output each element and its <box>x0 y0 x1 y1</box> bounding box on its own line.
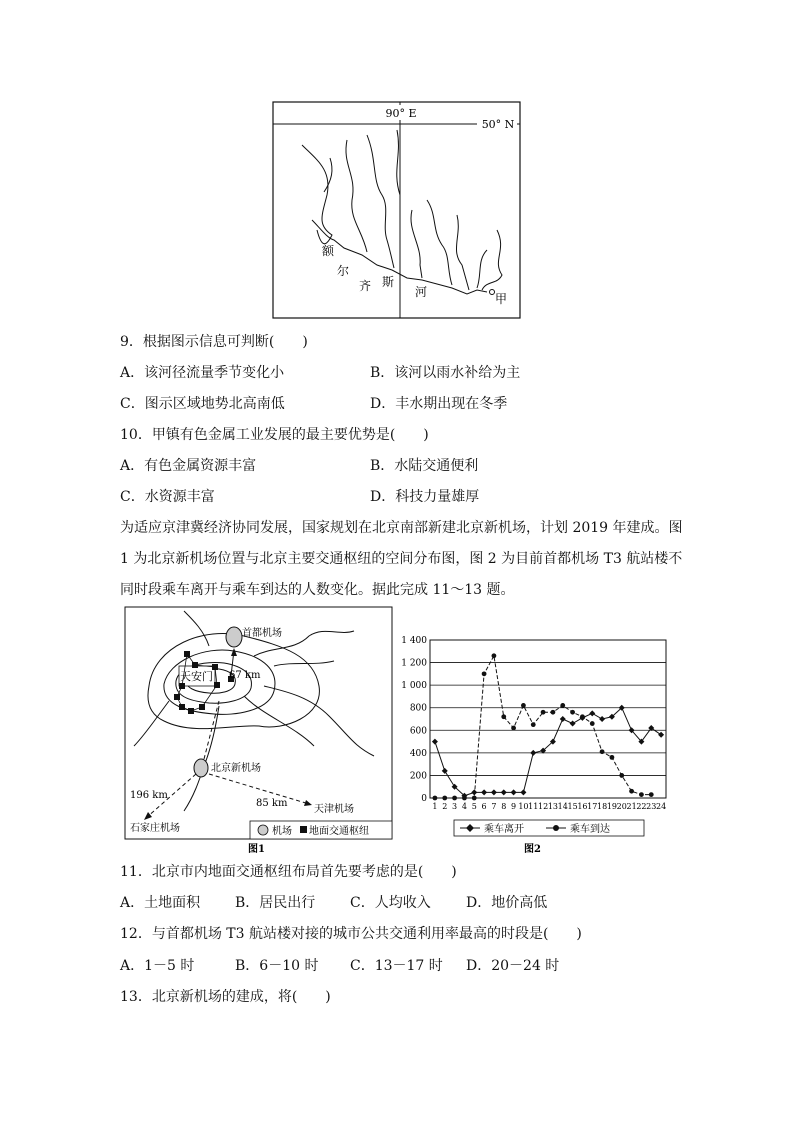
river-char-5: 河 <box>415 285 428 299</box>
arrive-point-10 <box>521 703 526 708</box>
arrive-point-2 <box>442 796 447 801</box>
x-tick-label: 11 <box>528 802 539 811</box>
arrive-point-9 <box>511 726 516 731</box>
y-tick-label: 400 <box>409 748 427 759</box>
beijing-map <box>124 606 394 856</box>
arrive-point-15 <box>570 710 575 715</box>
question-10-stem: 10．甲镇有色金属工业发展的最主要优势是( ) <box>120 427 429 443</box>
sjz-airport-label: 石家庄机场 <box>130 823 180 834</box>
depart-point-7 <box>491 789 497 795</box>
chart-grid <box>430 640 666 798</box>
x-tick-label: 23 <box>646 802 657 811</box>
depart-point-2 <box>442 768 448 774</box>
chart-series <box>432 653 664 800</box>
series-depart-line <box>435 708 661 796</box>
capital-airport-marker <box>226 627 242 647</box>
arrive-point-18 <box>600 749 605 754</box>
question-9-option-d[interactable]: D．丰水期出现在冬季 <box>370 396 508 412</box>
x-tick-label: 2 <box>442 802 448 811</box>
chart-y-ticks <box>401 636 427 804</box>
arrive-point-5 <box>472 796 477 801</box>
question-11-option-a[interactable]: A．土地面积 <box>120 895 201 911</box>
river-char-2: 尔 <box>337 264 350 278</box>
question-10-option-c[interactable]: C．水资源丰富 <box>120 489 215 505</box>
legend-airport-label: 机场 <box>272 826 292 837</box>
depart-point-9 <box>511 789 517 795</box>
town-jia-label: 甲 <box>495 292 508 306</box>
x-tick-label: 21 <box>626 802 637 811</box>
arrive-point-14 <box>560 703 565 708</box>
question-10-option-a[interactable]: A．有色金属资源丰富 <box>120 458 257 474</box>
question-9-option-c[interactable]: C．图示区域地势北高南低 <box>120 396 285 412</box>
plot-area <box>430 640 666 798</box>
x-tick-label: 14 <box>557 802 568 811</box>
question-11-option-d[interactable]: D．地价高低 <box>466 895 548 911</box>
question-11-option-c[interactable]: C．人均收入 <box>350 895 431 911</box>
question-12-option-a[interactable]: A．1－5 时 <box>120 958 195 974</box>
legend-arrive-label: 乘车到达 <box>570 824 610 835</box>
depart-point-17 <box>589 710 595 716</box>
question-12-option-c[interactable]: C．13－17 时 <box>350 958 443 974</box>
arrive-point-4 <box>462 796 467 801</box>
y-tick-label: 1 400 <box>401 636 427 646</box>
river-char-3: 齐 <box>359 279 372 293</box>
arrive-point-13 <box>551 710 556 715</box>
river-char-4: 斯 <box>382 275 395 289</box>
x-tick-label: 1 <box>432 802 438 811</box>
question-9-option-a[interactable]: A．该河径流量季节变化小 <box>120 365 285 381</box>
x-tick-label: 15 <box>567 802 578 811</box>
legend-hub-symbol <box>300 826 307 833</box>
depart-point-11 <box>530 750 536 756</box>
parallel-label: 50° N <box>481 118 515 131</box>
question-12-stem: 12．与首都机场 T3 航站楼对接的城市公共交通利用率最高的时段是( ) <box>120 926 582 942</box>
arrive-point-17 <box>590 721 595 726</box>
intro-line-2: 1 为北京新机场位置与北京主要交通枢纽的空间分布图，图 2 为目前首都机场 T3 航站楼不 <box>120 551 683 567</box>
series-arrive-line <box>435 656 651 798</box>
x-tick-label: 9 <box>511 802 517 811</box>
x-tick-label: 18 <box>596 802 608 811</box>
x-tick-label: 24 <box>655 802 667 811</box>
question-10-option-b[interactable]: B．水陆交通便利 <box>370 458 479 474</box>
intro-line-3: 同时段乘车离开与乘车到达的人数变化。据此完成 11～13 题。 <box>120 582 515 598</box>
y-tick-label: 1 000 <box>401 681 427 692</box>
x-tick-label: 6 <box>481 802 487 811</box>
question-11-option-b[interactable]: B．居民出行 <box>235 895 316 911</box>
dist-capital-label: 67 km <box>229 670 261 681</box>
y-tick-label: 800 <box>409 703 427 714</box>
question-12-option-d[interactable]: D．20－24 时 <box>466 958 560 974</box>
arrive-point-12 <box>541 710 546 715</box>
arrive-point-21 <box>629 789 634 794</box>
town-jia-marker <box>490 290 495 295</box>
depart-point-1 <box>432 739 438 745</box>
arrive-point-3 <box>452 796 457 801</box>
passenger-chart <box>396 630 672 856</box>
x-tick-label: 17 <box>587 802 598 811</box>
legend-arrive-marker <box>553 825 559 831</box>
map-frame <box>273 102 520 318</box>
capital-airport-label: 首都机场 <box>242 628 282 639</box>
dist-tj-label: 85 km <box>256 798 288 809</box>
arrive-point-6 <box>482 671 487 676</box>
x-tick-label: 8 <box>501 802 507 811</box>
y-tick-label: 1 200 <box>401 658 427 669</box>
river-map <box>272 100 522 320</box>
x-tick-label: 7 <box>491 802 497 811</box>
x-tick-label: 20 <box>616 802 627 811</box>
x-tick-label: 19 <box>606 802 618 811</box>
x-tick-label: 22 <box>636 802 647 811</box>
arrive-point-8 <box>501 714 506 719</box>
legend-airport-symbol <box>258 825 268 835</box>
x-tick-label: 3 <box>452 802 458 811</box>
arrive-point-16 <box>580 714 585 719</box>
x-tick-label: 13 <box>547 802 559 811</box>
river-char-1: 额 <box>322 244 335 258</box>
fig1-caption: 图1 <box>248 844 265 855</box>
meridian-label: 90° E <box>385 107 417 120</box>
depart-point-8 <box>501 789 507 795</box>
depart-point-14 <box>560 716 566 722</box>
tiananmen-label: 天安门 <box>180 670 213 683</box>
fig2-caption: 图2 <box>524 844 541 855</box>
dist-sjz-label: 196 km <box>130 790 168 801</box>
question-12-option-b[interactable]: B．6－10 时 <box>235 958 319 974</box>
depart-point-6 <box>481 789 487 795</box>
question-9-option-b[interactable]: B．该河以雨水补给为主 <box>370 365 521 381</box>
question-10-option-d[interactable]: D．科技力量雄厚 <box>370 489 480 505</box>
x-tick-label: 4 <box>461 802 467 811</box>
y-tick-label: 0 <box>421 794 427 804</box>
question-11-stem: 11．北京市内地面交通枢纽布局首先要考虑的是( ) <box>120 864 457 880</box>
chart-x-ticks <box>432 802 666 811</box>
x-tick-label: 12 <box>537 802 549 811</box>
intro-line-1: 为适应京津冀经济协同发展，国家规划在北京南部新建北京新机场，计划 2019 年建成。图 <box>120 520 683 536</box>
depart-point-15 <box>570 721 576 727</box>
x-tick-label: 5 <box>471 802 477 811</box>
arrive-point-7 <box>492 653 497 658</box>
arrive-point-22 <box>639 792 644 797</box>
arrive-point-20 <box>619 773 624 778</box>
legend-hub-label: 地面交通枢纽 <box>309 826 369 837</box>
x-tick-label: 16 <box>577 802 588 811</box>
question-9-stem: 9．根据图示信息可判断( ) <box>120 334 308 350</box>
legend-depart-label: 乘车离开 <box>484 824 524 835</box>
arrive-point-1 <box>433 796 438 801</box>
arrive-point-11 <box>531 722 536 727</box>
arrive-point-23 <box>649 792 654 797</box>
depart-point-24 <box>658 732 664 738</box>
depart-point-18 <box>599 716 605 722</box>
question-13-stem: 13．北京新机场的建成，将( ) <box>120 989 331 1005</box>
arrive-point-19 <box>610 755 615 760</box>
x-tick-label: 10 <box>518 802 529 811</box>
tj-airport-label: 天津机场 <box>314 804 354 815</box>
y-tick-label: 600 <box>409 726 427 737</box>
new-airport-label: 北京新机场 <box>211 763 261 774</box>
depart-point-10 <box>520 789 526 795</box>
y-tick-label: 200 <box>409 771 427 782</box>
